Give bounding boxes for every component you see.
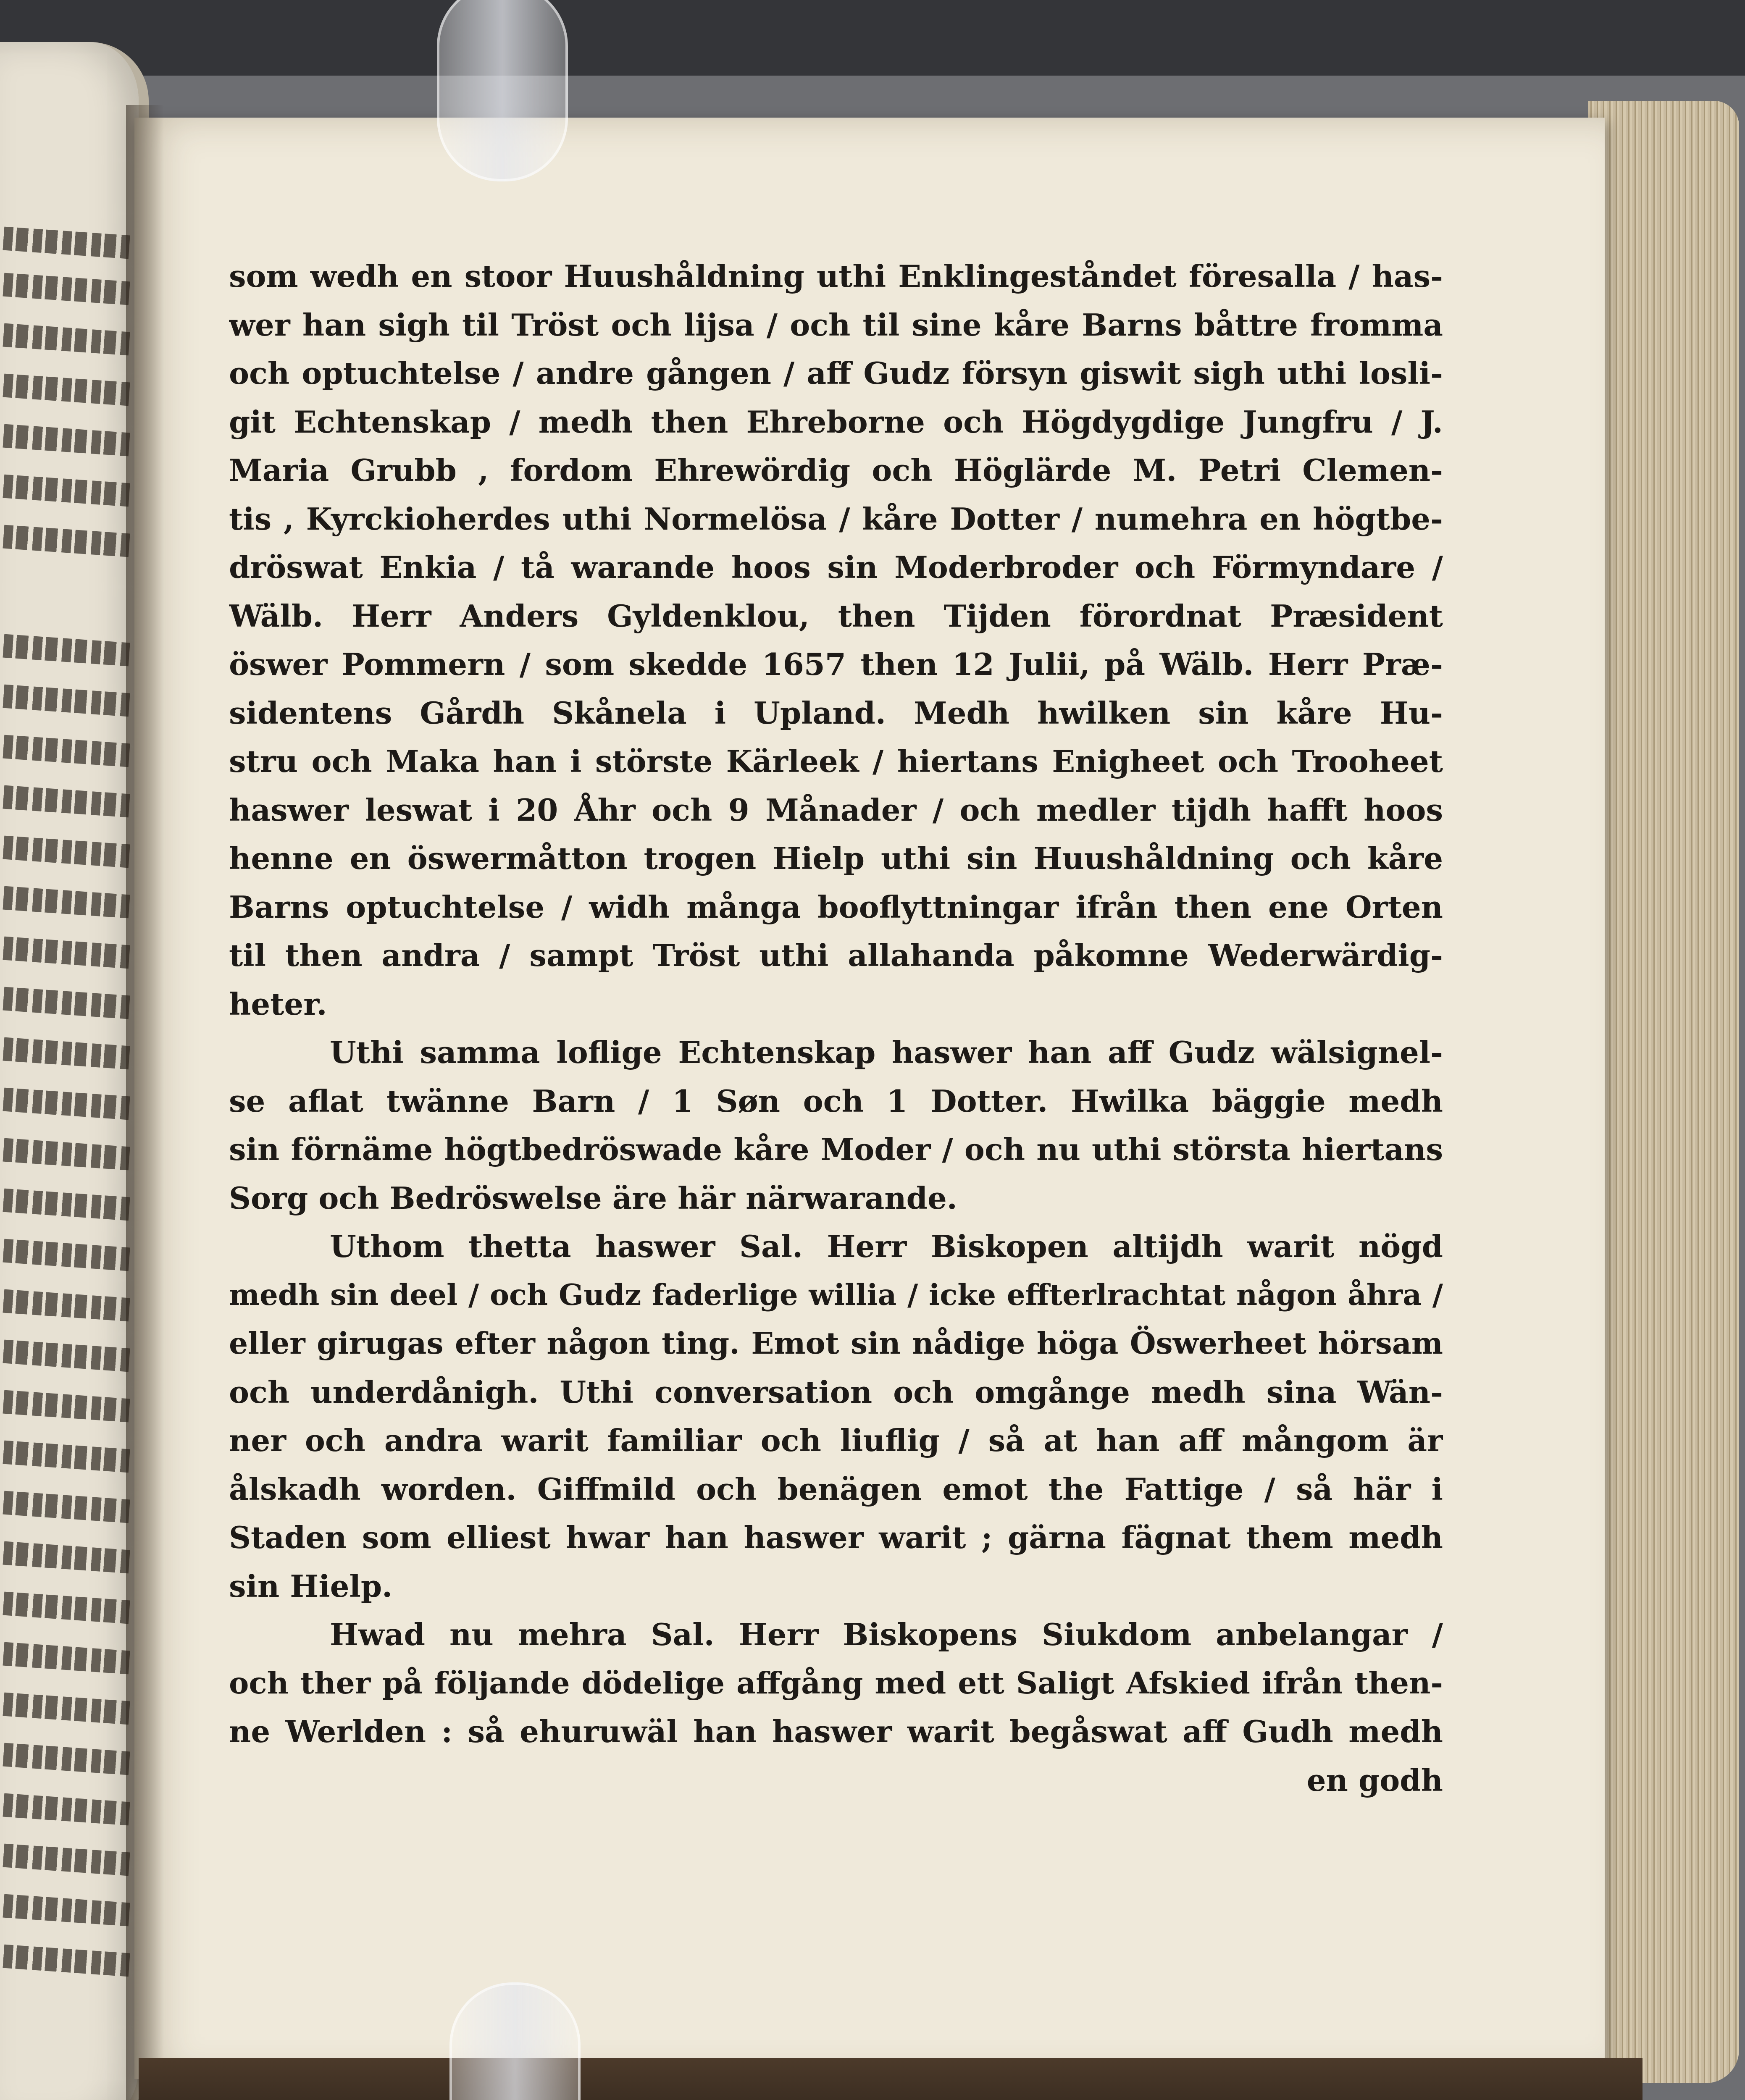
text-line: sidentens Gårdh Skånela i Upland. Medh hwilken sin kåre Hu- [229, 695, 1443, 731]
text-line: haswer leswat i 20 Åhr och 9 Månader / och medler tijdh hafft hoos [229, 792, 1443, 828]
text-line: Hwad nu mehra Sal. Herr Biskopens Siukdom anbelangar / [330, 1617, 1443, 1652]
page-text [229, 252, 1443, 1804]
text-line: heter. [229, 986, 327, 1022]
book-cover-bottom [139, 2058, 1643, 2100]
text-line: se aflat twänne Barn / 1 Søn och 1 Dotter. Hwilka bäggie medh [229, 1083, 1443, 1119]
text-line: ålskadh worden. Giffmild och benägen emot the Fattige / så här i [229, 1471, 1443, 1507]
text-line: sin förnäme högtbedröswade kåre Moder / och nu uthi största hiertans [229, 1131, 1443, 1167]
page-clip-bottom [449, 1982, 581, 2100]
text-line: wer han sigh til Tröst och lijsa / och til sine kåre Barns båttre fromma [229, 307, 1443, 343]
text-line: och ther på följande dödelige affgång med ett Saligt Afskied ifrån then- [229, 1665, 1443, 1701]
text-line: dröswat Enkia / tå warande hoos sin Moderbroder och Förmyndare / [229, 549, 1443, 585]
text-line: Wälb. Herr Anders Gyldenklou, then Tijden förordnat Præsident [229, 598, 1443, 634]
text-line: Sorg och Bedröswelse äre här närwarande. [229, 1180, 957, 1216]
text-line: Maria Grubb , fordom Ehrewördig och Höglärde M. Petri Clemen- [229, 452, 1443, 488]
text-line: ne Werlden : så ehuruwäl han haswer warit begåswat aff Gudh medh [229, 1714, 1443, 1749]
text-line: och optuchtelse / andre gången / aff Gudz försyn giswit sigh uthi losli- [229, 355, 1443, 391]
text-line: öswer Pommern / som skedde 1657 then 12 Julii, på Wälb. Herr Præ- [229, 646, 1443, 682]
text-line: och underdånigh. Uthi conversation och omgånge medh sina Wän- [229, 1374, 1443, 1410]
text-line: Barns optuchtelse / widh många booflyttningar ifrån then ene Orten [229, 889, 1443, 925]
text-line: tis , Kyrckioherdes uthi Normelösa / kåre Dotter / numehra en högtbe- [229, 501, 1443, 537]
text-line: eller girugas efter någon ting. Emot sin nådige höga Öswerheet hörsam [229, 1326, 1443, 1361]
gutter-shadow [126, 105, 164, 2100]
text-line: som wedh en stoor Huushåldning uthi Enklingeståndet föresalla / has- [229, 258, 1443, 294]
text-line: ner och andra warit familiar och liuflig / så at han aff mångom är [229, 1423, 1443, 1458]
text-line: Uthi samma loflige Echtenskap haswer han aff Gudz wälsignel- [330, 1034, 1443, 1070]
text-line: sin Hielp. [229, 1568, 393, 1604]
text-line: medh sin deel / och Gudz faderlige willia / icke effterlrachtat någon åhra / [229, 1278, 1443, 1312]
catchword: en godh [1306, 1762, 1443, 1798]
page-edges [1588, 101, 1739, 2083]
text-line: Uthom thetta haswer Sal. Herr Biskopen altijdh warit nögd [330, 1228, 1443, 1264]
text-line: henne en öswermåtton trogen Hielp uthi sin Huushåldning och kåre [229, 840, 1443, 876]
text-line: git Echtenskap / medh then Ehreborne och Högdygdige Jungfru / J. [229, 404, 1443, 440]
page-clip-top [437, 0, 568, 181]
text-line: til then andra / sampt Tröst uthi allahanda påkomne Wederwärdig- [229, 937, 1443, 973]
text-line: Staden som elliest hwar han haswer warit ; gärna fägnat them medh [229, 1520, 1443, 1555]
text-line: stru och Maka han i störste Kärleek / hiertans Enigheet och Trooheet [229, 743, 1443, 779]
